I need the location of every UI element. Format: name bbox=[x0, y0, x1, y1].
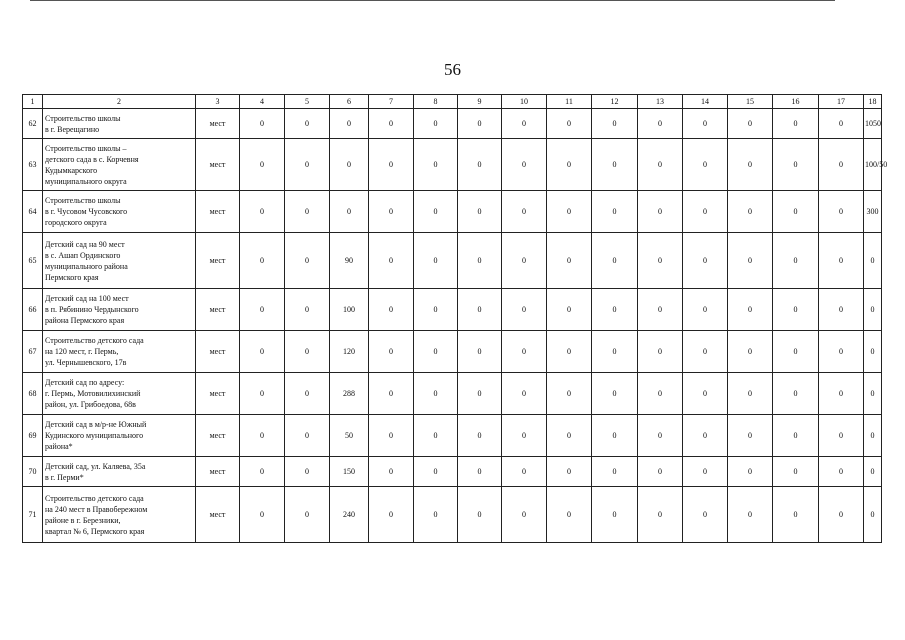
value-cell-col-17: 0 bbox=[819, 331, 864, 373]
value-cell-col-14: 0 bbox=[683, 289, 728, 331]
table-row bbox=[23, 415, 882, 457]
value-cell-col-14: 0 bbox=[683, 191, 728, 233]
value-cell-col-4: 0 bbox=[240, 331, 285, 373]
value-cell-col-14: 0 bbox=[683, 331, 728, 373]
value-cell-col-13: 0 bbox=[638, 373, 683, 415]
value-cell-col-5: 0 bbox=[285, 109, 330, 139]
value-cell-col-13: 0 bbox=[638, 139, 683, 191]
column-header-3: 3 bbox=[196, 95, 240, 109]
object-name-line: в п. Рябинино Чердынского bbox=[45, 305, 139, 314]
value-cell-col-13: 0 bbox=[638, 487, 683, 543]
value-cell-col-12: 0 bbox=[592, 373, 638, 415]
value-cell-col-8: 0 bbox=[414, 487, 458, 543]
value-cell-col-10: 0 bbox=[502, 191, 547, 233]
unit-cell: мест bbox=[196, 289, 240, 331]
value-cell-col-6: 120 bbox=[330, 331, 369, 373]
value-cell-col-15: 0 bbox=[728, 373, 773, 415]
table-row bbox=[23, 331, 882, 373]
value-cell-col-9: 0 bbox=[458, 233, 502, 289]
column-header-16: 16 bbox=[773, 95, 819, 109]
value-cell-col-10: 0 bbox=[502, 487, 547, 543]
value-cell-col-13: 0 bbox=[638, 331, 683, 373]
value-cell-col-16: 0 bbox=[773, 415, 819, 457]
value-cell-col-9: 0 bbox=[458, 139, 502, 191]
row-number-cell: 68 bbox=[23, 373, 43, 415]
value-cell-col-5: 0 bbox=[285, 415, 330, 457]
object-name-line: детского сада в с. Корчевня bbox=[45, 154, 139, 164]
value-cell-col-12: 0 bbox=[592, 109, 638, 139]
value-cell-col-4: 0 bbox=[240, 139, 285, 191]
value-cell-col-8: 0 bbox=[414, 233, 458, 289]
value-cell-col-12: 0 bbox=[592, 191, 638, 233]
column-header-17: 17 bbox=[819, 95, 864, 109]
object-name-line: Строительство школы bbox=[45, 113, 121, 123]
value-cell-col-7: 0 bbox=[369, 457, 414, 487]
value-cell-col-16: 0 bbox=[773, 191, 819, 233]
value-cell-col-16: 0 bbox=[773, 289, 819, 331]
value-cell-col-12: 0 bbox=[592, 139, 638, 191]
value-cell-col-8: 0 bbox=[414, 415, 458, 457]
object-name-line: квартал № 6, Пермского края bbox=[45, 526, 145, 536]
value-cell-col-9: 0 bbox=[458, 289, 502, 331]
row-number-cell: 67 bbox=[23, 331, 43, 373]
page-number: 56 bbox=[444, 60, 461, 79]
value-cell-col-4: 0 bbox=[240, 233, 285, 289]
value-cell-col-18: 0 bbox=[864, 373, 882, 415]
value-cell-col-5: 0 bbox=[285, 373, 330, 415]
object-name-line: в г. Верещагино bbox=[45, 124, 100, 134]
value-cell-col-11: 0 bbox=[547, 487, 592, 543]
value-cell-col-16: 0 bbox=[773, 487, 819, 543]
value-cell-col-8: 0 bbox=[414, 139, 458, 191]
object-name-line: на 120 мест, г. Пермь, bbox=[45, 347, 119, 356]
value-cell-col-16: 0 bbox=[773, 139, 819, 191]
value-cell-col-13: 0 bbox=[638, 233, 683, 289]
value-cell-col-14: 0 bbox=[683, 373, 728, 415]
value-cell-col-11: 0 bbox=[547, 191, 592, 233]
value-cell-col-5: 0 bbox=[285, 487, 330, 543]
value-cell-col-6: 0 bbox=[330, 139, 369, 191]
value-cell-col-15: 0 bbox=[728, 457, 773, 487]
object-name-line: Строительство школы – bbox=[45, 143, 127, 153]
unit-cell: мест bbox=[196, 191, 240, 233]
object-name-cell bbox=[43, 487, 196, 543]
value-cell-col-6: 150 bbox=[330, 457, 369, 487]
value-cell-col-17: 0 bbox=[819, 373, 864, 415]
value-cell-col-11: 0 bbox=[547, 139, 592, 191]
value-cell-col-10: 0 bbox=[502, 457, 547, 487]
value-cell-col-8: 0 bbox=[414, 373, 458, 415]
value-cell-col-8: 0 bbox=[414, 457, 458, 487]
value-cell-col-17: 0 bbox=[819, 457, 864, 487]
value-cell-col-15: 0 bbox=[728, 109, 773, 139]
value-cell-col-7: 0 bbox=[369, 331, 414, 373]
value-cell-col-15: 0 bbox=[728, 289, 773, 331]
unit-cell: мест bbox=[196, 457, 240, 487]
column-header-15: 15 bbox=[728, 95, 773, 109]
object-name-line: Строительство детского сада bbox=[45, 336, 144, 345]
object-name-line: Детский сад в м/р-не Южный bbox=[45, 420, 147, 429]
value-cell-col-4: 0 bbox=[240, 373, 285, 415]
value-cell-col-15: 0 bbox=[728, 233, 773, 289]
object-name-cell bbox=[43, 331, 196, 373]
value-cell-col-7: 0 bbox=[369, 373, 414, 415]
column-header-14: 14 bbox=[683, 95, 728, 109]
value-cell-col-18: 0 bbox=[864, 415, 882, 457]
value-cell-col-4: 0 bbox=[240, 457, 285, 487]
unit-cell: мест bbox=[196, 139, 240, 191]
value-cell-col-17: 0 bbox=[819, 487, 864, 543]
value-cell-col-10: 0 bbox=[502, 373, 547, 415]
value-cell-col-7: 0 bbox=[369, 233, 414, 289]
value-cell-col-17: 0 bbox=[819, 191, 864, 233]
object-name-cell bbox=[43, 289, 196, 331]
value-cell-col-17: 0 bbox=[819, 233, 864, 289]
value-cell-col-7: 0 bbox=[369, 139, 414, 191]
table-row bbox=[23, 457, 882, 487]
object-name-line: на 240 мест в Правобережном bbox=[45, 504, 148, 514]
column-header-9: 9 bbox=[458, 95, 502, 109]
top-border-line bbox=[30, 0, 835, 1]
value-cell-col-14: 0 bbox=[683, 487, 728, 543]
value-cell-col-14: 0 bbox=[683, 139, 728, 191]
column-header-10: 10 bbox=[502, 95, 547, 109]
object-name-cell bbox=[43, 233, 196, 289]
object-name-line: Строительство детского сада bbox=[45, 493, 144, 503]
row-number-cell: 64 bbox=[23, 191, 43, 233]
value-cell-col-13: 0 bbox=[638, 415, 683, 457]
value-cell-col-11: 0 bbox=[547, 109, 592, 139]
value-cell-col-13: 0 bbox=[638, 109, 683, 139]
value-cell-col-6: 50 bbox=[330, 415, 369, 457]
object-name-cell bbox=[43, 109, 196, 139]
value-cell-col-16: 0 bbox=[773, 233, 819, 289]
object-name-cell bbox=[43, 415, 196, 457]
column-header-11: 11 bbox=[547, 95, 592, 109]
value-cell-col-13: 0 bbox=[638, 457, 683, 487]
value-cell-col-15: 0 bbox=[728, 487, 773, 543]
value-cell-col-17: 0 bbox=[819, 109, 864, 139]
value-cell-col-9: 0 bbox=[458, 191, 502, 233]
table-row bbox=[23, 139, 882, 191]
value-cell-col-11: 0 bbox=[547, 415, 592, 457]
value-cell-col-8: 0 bbox=[414, 109, 458, 139]
value-cell-col-16: 0 bbox=[773, 373, 819, 415]
value-cell-col-18: 0 bbox=[864, 233, 882, 289]
object-name-line: в г. Чусовом Чусовского bbox=[45, 207, 128, 216]
value-cell-col-5: 0 bbox=[285, 191, 330, 233]
object-name-line: района Пермского края bbox=[45, 316, 125, 325]
row-number-cell: 65 bbox=[23, 233, 43, 289]
value-cell-col-12: 0 bbox=[592, 233, 638, 289]
table-row bbox=[23, 233, 882, 289]
row-number-cell: 71 bbox=[23, 487, 43, 543]
value-cell-col-17: 0 bbox=[819, 415, 864, 457]
object-name-line: муниципального района bbox=[45, 261, 128, 271]
row-number-cell: 70 bbox=[23, 457, 43, 487]
table-row bbox=[23, 191, 882, 233]
data-table bbox=[22, 94, 888, 543]
value-cell-col-11: 0 bbox=[547, 373, 592, 415]
object-name-cell bbox=[43, 191, 196, 233]
value-cell-col-10: 0 bbox=[502, 139, 547, 191]
value-cell-col-15: 0 bbox=[728, 331, 773, 373]
column-header-18: 18 bbox=[864, 95, 882, 109]
value-cell-col-5: 0 bbox=[285, 139, 330, 191]
value-cell-col-10: 0 bbox=[502, 415, 547, 457]
table-row bbox=[23, 289, 882, 331]
column-header-8: 8 bbox=[414, 95, 458, 109]
object-name-line: городского округа bbox=[45, 218, 107, 227]
value-cell-col-18: 0 bbox=[864, 289, 882, 331]
value-cell-col-4: 0 bbox=[240, 109, 285, 139]
value-cell-col-7: 0 bbox=[369, 415, 414, 457]
object-name-cell bbox=[43, 139, 196, 191]
row-number-cell: 69 bbox=[23, 415, 43, 457]
table-row bbox=[23, 487, 882, 543]
value-cell-col-4: 0 bbox=[240, 289, 285, 331]
object-name-line: ул. Чернышевского, 17в bbox=[45, 358, 127, 367]
value-cell-col-6: 100 bbox=[330, 289, 369, 331]
value-cell-col-11: 0 bbox=[547, 457, 592, 487]
value-cell-col-8: 0 bbox=[414, 289, 458, 331]
object-name-line: района* bbox=[45, 442, 73, 451]
unit-cell: мест bbox=[196, 233, 240, 289]
value-cell-col-12: 0 bbox=[592, 289, 638, 331]
value-cell-col-4: 0 bbox=[240, 487, 285, 543]
value-cell-col-15: 0 bbox=[728, 191, 773, 233]
value-cell-col-11: 0 bbox=[547, 289, 592, 331]
value-cell-col-4: 0 bbox=[240, 415, 285, 457]
table-row bbox=[23, 373, 882, 415]
unit-cell: мест bbox=[196, 373, 240, 415]
value-cell-col-18: 300 bbox=[864, 191, 882, 233]
value-cell-col-12: 0 bbox=[592, 487, 638, 543]
column-header-6: 6 bbox=[330, 95, 369, 109]
value-cell-col-5: 0 bbox=[285, 457, 330, 487]
value-cell-col-16: 0 bbox=[773, 331, 819, 373]
value-cell-col-6: 288 bbox=[330, 373, 369, 415]
object-name-line: муниципального округа bbox=[45, 176, 127, 186]
value-cell-col-9: 0 bbox=[458, 373, 502, 415]
value-cell-col-18: 1050 bbox=[864, 109, 882, 139]
value-cell-col-10: 0 bbox=[502, 233, 547, 289]
object-name-line: Пермского края bbox=[45, 272, 99, 282]
object-name-line: Детский сад на 90 мест bbox=[45, 239, 125, 249]
value-cell-col-8: 0 bbox=[414, 191, 458, 233]
value-cell-col-6: 90 bbox=[330, 233, 369, 289]
value-cell-col-10: 0 bbox=[502, 331, 547, 373]
value-cell-col-9: 0 bbox=[458, 109, 502, 139]
value-cell-col-11: 0 bbox=[547, 331, 592, 373]
row-number-cell: 62 bbox=[23, 109, 43, 139]
value-cell-col-12: 0 bbox=[592, 331, 638, 373]
object-name-line: Кудинского муниципального bbox=[45, 431, 144, 440]
value-cell-col-18: 0 bbox=[864, 331, 882, 373]
value-cell-col-16: 0 bbox=[773, 109, 819, 139]
column-header-2: 2 bbox=[43, 95, 196, 109]
column-header-12: 12 bbox=[592, 95, 638, 109]
object-name-line: район, ул. Грибоедова, 68в bbox=[45, 400, 136, 409]
object-name-line: Строительство школы bbox=[45, 196, 121, 205]
value-cell-col-9: 0 bbox=[458, 457, 502, 487]
value-cell-col-8: 0 bbox=[414, 331, 458, 373]
column-header-5: 5 bbox=[285, 95, 330, 109]
header-row bbox=[23, 95, 882, 109]
value-cell-col-6: 0 bbox=[330, 191, 369, 233]
value-cell-col-10: 0 bbox=[502, 109, 547, 139]
value-cell-col-10: 0 bbox=[502, 289, 547, 331]
unit-cell: мест bbox=[196, 415, 240, 457]
value-cell-col-7: 0 bbox=[369, 109, 414, 139]
object-name-line: в г. Перми* bbox=[45, 472, 84, 482]
value-cell-col-5: 0 bbox=[285, 233, 330, 289]
unit-cell: мест bbox=[196, 331, 240, 373]
value-cell-col-6: 240 bbox=[330, 487, 369, 543]
value-cell-col-13: 0 bbox=[638, 191, 683, 233]
object-name-cell bbox=[43, 457, 196, 487]
object-name-line: районе в г. Березники, bbox=[45, 515, 121, 525]
object-name-line: Детский сад по адресу: bbox=[45, 378, 125, 387]
object-name-line: Детский сад на 100 мест bbox=[45, 294, 129, 303]
value-cell-col-18: 100/50 bbox=[864, 139, 882, 191]
value-cell-col-7: 0 bbox=[369, 289, 414, 331]
value-cell-col-5: 0 bbox=[285, 331, 330, 373]
value-cell-col-14: 0 bbox=[683, 457, 728, 487]
value-cell-col-9: 0 bbox=[458, 415, 502, 457]
unit-cell: мест bbox=[196, 109, 240, 139]
column-header-13: 13 bbox=[638, 95, 683, 109]
object-name-line: Детский сад, ул. Каляева, 35а bbox=[45, 461, 146, 471]
value-cell-col-15: 0 bbox=[728, 415, 773, 457]
value-cell-col-7: 0 bbox=[369, 487, 414, 543]
row-number-cell: 63 bbox=[23, 139, 43, 191]
column-header-1: 1 bbox=[23, 95, 43, 109]
object-name-cell bbox=[43, 373, 196, 415]
value-cell-col-13: 0 bbox=[638, 289, 683, 331]
column-header-4: 4 bbox=[240, 95, 285, 109]
value-cell-col-4: 0 bbox=[240, 191, 285, 233]
value-cell-col-9: 0 bbox=[458, 487, 502, 543]
value-cell-col-15: 0 bbox=[728, 139, 773, 191]
value-cell-col-12: 0 bbox=[592, 415, 638, 457]
object-name-line: г. Пермь, Мотовилихинский bbox=[45, 389, 141, 398]
value-cell-col-11: 0 bbox=[547, 233, 592, 289]
row-number-cell: 66 bbox=[23, 289, 43, 331]
value-cell-col-18: 0 bbox=[864, 457, 882, 487]
value-cell-col-18: 0 bbox=[864, 487, 882, 543]
value-cell-col-17: 0 bbox=[819, 289, 864, 331]
unit-cell: мест bbox=[196, 487, 240, 543]
value-cell-col-14: 0 bbox=[683, 415, 728, 457]
value-cell-col-14: 0 bbox=[683, 233, 728, 289]
value-cell-col-12: 0 bbox=[592, 457, 638, 487]
column-header-7: 7 bbox=[369, 95, 414, 109]
value-cell-col-14: 0 bbox=[683, 109, 728, 139]
table-row bbox=[23, 109, 882, 139]
value-cell-col-5: 0 bbox=[285, 289, 330, 331]
object-name-line: в с. Ашап Ординского bbox=[45, 250, 121, 260]
value-cell-col-9: 0 bbox=[458, 331, 502, 373]
value-cell-col-17: 0 bbox=[819, 139, 864, 191]
value-cell-col-16: 0 bbox=[773, 457, 819, 487]
object-name-line: Кудымкарского bbox=[45, 165, 98, 175]
value-cell-col-6: 0 bbox=[330, 109, 369, 139]
value-cell-col-7: 0 bbox=[369, 191, 414, 233]
